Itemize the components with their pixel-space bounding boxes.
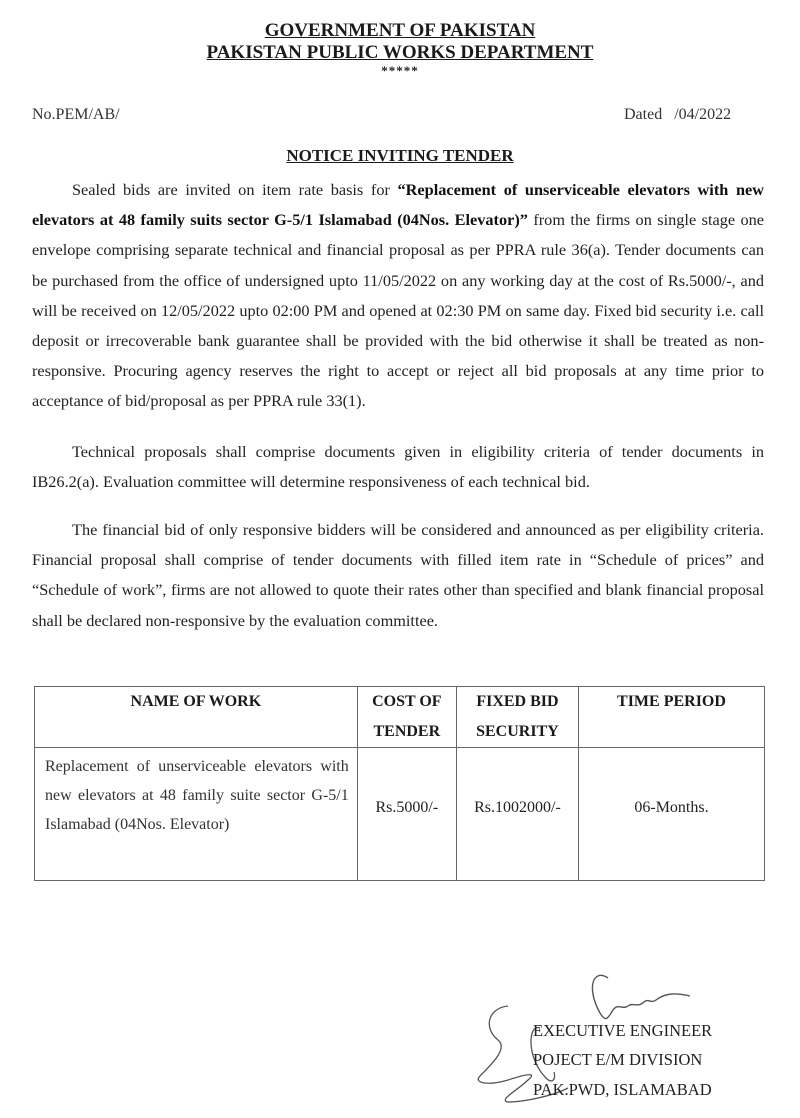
cell-time-period: 06-Months. [578, 748, 764, 881]
signatory-location: PAK.PWD, ISLAMABAD [533, 1080, 712, 1099]
cell-fixed-bid-security: Rs.1002000/- [456, 748, 578, 881]
notice-title: NOTICE INVITING TENDER [286, 146, 514, 165]
header-name-of-work-text: NAME OF WORK [130, 693, 262, 710]
tender-table [34, 686, 765, 881]
signature-stroke-top [592, 975, 690, 1018]
header-name-of-work [35, 687, 358, 748]
header-cost-line1: COST OF [372, 693, 442, 710]
table-row [35, 748, 765, 881]
header-stars: ***** [381, 63, 419, 78]
paragraph-technical: Technical proposals shall comprise documents given in eligibility criteria of tender documents in IB26.2(a). Evaluation committee will determine responsiveness of each technical bid. [32, 442, 764, 492]
header-security-line1: FIXED BID [476, 693, 559, 710]
header-department: PAKISTAN PUBLIC WORKS DEPARTMENT [206, 42, 594, 63]
cell-cost-of-tender: Rs.5000/- [357, 748, 456, 881]
header-cost-of-tender [357, 687, 456, 748]
cell-name-of-work: Replacement of unserviceable elevators with new elevators at 48 family suite sector G-5/1 Islamabad (04Nos. Elevator) [35, 748, 358, 881]
paragraph-financial: The financial bid of only responsive bidders will be considered and announced as per eligibility criteria. Financial proposal shall comprise of tender documents with filled item rate in “Schedule of prices” and “Schedule of work”, firms are not allowed to quote their rates other than specified and blank financial proposal shall be declared non-responsive by the evaluation committee. [32, 520, 764, 630]
header-time-period [578, 687, 764, 748]
header-time-period-text: TIME PERIOD [617, 693, 726, 710]
reference-number: No.PEM/AB/ [32, 106, 120, 123]
signatory-division: POJECT E/M DIVISION [533, 1050, 703, 1069]
header-cost-line2: TENDER [373, 723, 441, 740]
paragraph-invitation-rest: from the firms on single stage one envelope comprising separate technical and financial proposal as per PPRA rule 36(a). Tender documents can be purchased from the office of undersigned upto 11/05/2022 on any working day at the cost of Rs.5000/-, and will be received on 12/05/2022 upto 02:00 PM and opened at 02:30 PM on same day. Fixed bid security i.e. call deposit or irrecoverable bank guarantee shall be provided with the bid otherwise it shall be treated as non-responsive. Procuring agency reserves the right to accept or reject all bid proposals at any time prior to acceptance of bid/proposal as per PPRA rule 33(1). [32, 210, 765, 411]
header-government: GOVERNMENT OF PAKISTAN [264, 20, 536, 41]
work-title-bold: “Replacement of unserviceable elevators with new elevators at 48 family suits sector G-5/1 Islamabad (04Nos. Elevator)” [32, 180, 764, 230]
paragraph-invitation [32, 175, 764, 417]
table-header-row [35, 687, 765, 748]
header-fixed-bid-security [456, 687, 578, 748]
signatory-title: EXECUTIVE ENGINEER [533, 1021, 713, 1040]
header-security-line2: SECURITY [476, 723, 559, 740]
paragraph-invitation-start: Sealed bids are invited on item rate basis for [72, 180, 398, 199]
date-line: Dated /04/2022 [624, 106, 732, 123]
